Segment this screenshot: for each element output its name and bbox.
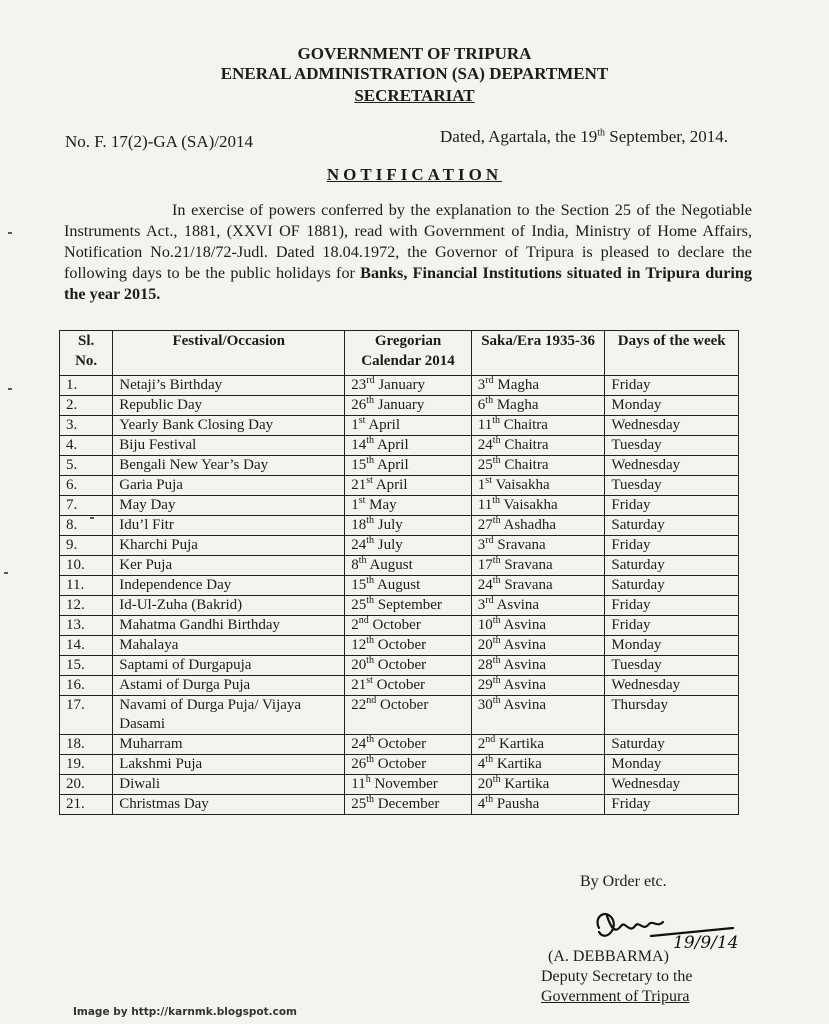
- cell-gregorian: 8th August: [345, 556, 472, 576]
- by-order-text: By Order etc.: [580, 873, 667, 890]
- table-row: [60, 676, 739, 696]
- cell-saka: 24th Sravana: [471, 576, 605, 596]
- cell-gregorian: 21st April: [345, 476, 472, 496]
- table-row: [60, 696, 739, 735]
- cell-weekday: Wednesday: [605, 456, 739, 476]
- cell-saka: 3rd Asvina: [471, 596, 605, 616]
- table-row: [60, 616, 739, 636]
- cell-gregorian: 25th September: [345, 596, 472, 616]
- scan-speck: [4, 572, 8, 574]
- cell-festival: Ker Puja: [113, 556, 345, 576]
- cell-sl-no: 20.: [60, 775, 113, 795]
- cell-gregorian: 18th July: [345, 516, 472, 536]
- cell-gregorian: 15th August: [345, 576, 472, 596]
- cell-sl-no: 11.: [60, 576, 113, 596]
- header-gregorian: Gregorian Calendar 2014: [345, 331, 472, 376]
- cell-gregorian: 26th October: [345, 755, 472, 775]
- cell-gregorian: 24th October: [345, 735, 472, 755]
- cell-gregorian: 11$^h$ November: [345, 775, 472, 795]
- cell-weekday: Saturday: [605, 576, 739, 596]
- cell-saka: 10th Asvina: [471, 616, 605, 636]
- cell-gregorian: 15th April: [345, 456, 472, 476]
- cell-festival: Saptami of Durgapuja: [113, 656, 345, 676]
- cell-sl-no: 17.: [60, 696, 113, 735]
- table-row: [60, 795, 739, 815]
- cell-gregorian: 1st April: [345, 416, 472, 436]
- cell-sl-no: 5.: [60, 456, 113, 476]
- cell-festival: Kharchi Puja: [113, 536, 345, 556]
- cell-saka: 28th Asvina: [471, 656, 605, 676]
- cell-weekday: Friday: [605, 376, 739, 396]
- header-weekday: Days of the week: [605, 331, 739, 376]
- table-row: [60, 775, 739, 795]
- cell-sl-no: 9.: [60, 536, 113, 556]
- table-row: [60, 436, 739, 456]
- table-header-row: [60, 331, 739, 376]
- cell-saka: 11th Vaisakha: [471, 496, 605, 516]
- cell-saka: 17th Sravana: [471, 556, 605, 576]
- cell-festival: Muharram: [113, 735, 345, 755]
- cell-sl-no: 4.: [60, 436, 113, 456]
- cell-saka: 3rd Magha: [471, 376, 605, 396]
- header-department: ENERAL ADMINISTRATION (SA) DEPARTMENT: [220, 64, 609, 83]
- cell-weekday: Friday: [605, 496, 739, 516]
- cell-weekday: Monday: [605, 396, 739, 416]
- table-row: [60, 516, 739, 536]
- cell-sl-no: 13.: [60, 616, 113, 636]
- cell-festival: Mahalaya: [113, 636, 345, 656]
- cell-saka: 3rd Sravana: [471, 536, 605, 556]
- scan-speck: [90, 517, 94, 519]
- header-saka: Saka/Era 1935-36: [471, 331, 605, 376]
- cell-festival: Bengali New Year’s Day: [113, 456, 345, 476]
- cell-festival: Diwali: [113, 775, 345, 795]
- table-row: [60, 476, 739, 496]
- header-government: GOVERNMENT OF TRIPURA: [297, 44, 532, 63]
- cell-festival: Idu’l Fitr: [113, 516, 345, 536]
- cell-festival: Netaji’s Birthday: [113, 376, 345, 396]
- cell-festival: Biju Festival: [113, 436, 345, 456]
- body-text: In exercise of powers conferred by the explanation to the Section 25 of the Negotiable Instruments Act., 1881, (XXVI OF 1881), read with Government of India, Ministry of Home Affairs, Notification No.21/18/72-Judl. Dated 18.04.1972, the Governor of Tripura is pleased to declare the following days to be the public holidays for: [64, 201, 752, 282]
- cell-gregorian: 20th October: [345, 656, 472, 676]
- header-sl-no: Sl. No.: [60, 331, 113, 376]
- cell-gregorian: 14th April: [345, 436, 472, 456]
- cell-weekday: Wednesday: [605, 775, 739, 795]
- cell-festival: May Day: [113, 496, 345, 516]
- cell-weekday: Saturday: [605, 735, 739, 755]
- cell-weekday: Monday: [605, 636, 739, 656]
- cell-festival: Mahatma Gandhi Birthday: [113, 616, 345, 636]
- notification-body: [64, 200, 752, 305]
- cell-gregorian: 26th January: [345, 396, 472, 416]
- cell-weekday: Tuesday: [605, 476, 739, 496]
- cell-weekday: Wednesday: [605, 676, 739, 696]
- cell-sl-no: 2.: [60, 396, 113, 416]
- designation: Deputy Secretary to the: [541, 968, 693, 985]
- cell-gregorian: 2nd October: [345, 616, 472, 636]
- cell-gregorian: 25th December: [345, 795, 472, 815]
- header-festival: Festival/Occasion: [113, 331, 345, 376]
- cell-weekday: Thursday: [605, 696, 739, 735]
- cell-sl-no: 19.: [60, 755, 113, 775]
- cell-festival: Republic Day: [113, 396, 345, 416]
- cell-sl-no: 10.: [60, 556, 113, 576]
- table-row: [60, 416, 739, 436]
- table-row: [60, 456, 739, 476]
- cell-saka: 2nd Kartika: [471, 735, 605, 755]
- cell-saka: 20th Asvina: [471, 636, 605, 656]
- table-row: [60, 656, 739, 676]
- table-row: [60, 556, 739, 576]
- cell-festival: Lakshmi Puja: [113, 755, 345, 775]
- cell-sl-no: 21.: [60, 795, 113, 815]
- cell-sl-no: 15.: [60, 656, 113, 676]
- cell-sl-no: 7.: [60, 496, 113, 516]
- table-row: [60, 755, 739, 775]
- cell-saka: 6th Magha: [471, 396, 605, 416]
- cell-saka: 25th Chaitra: [471, 456, 605, 476]
- cell-gregorian: 22nd October: [345, 696, 472, 735]
- cell-weekday: Friday: [605, 795, 739, 815]
- government-name: Government of Tripura: [541, 988, 690, 1005]
- cell-sl-no: 6.: [60, 476, 113, 496]
- table-row: [60, 376, 739, 396]
- cell-festival: Yearly Bank Closing Day: [113, 416, 345, 436]
- scan-speck: [8, 388, 12, 390]
- cell-festival: Garia Puja: [113, 476, 345, 496]
- cell-weekday: Tuesday: [605, 656, 739, 676]
- cell-sl-no: 1.: [60, 376, 113, 396]
- body-bold-text: Banks, Financial Institutions situated in Tripura during the year 2015.: [64, 264, 752, 303]
- cell-gregorian: 12th October: [345, 636, 472, 656]
- cell-saka: 30th Asvina: [471, 696, 605, 735]
- cell-saka: 1st Vaisakha: [471, 476, 605, 496]
- cell-weekday: Monday: [605, 755, 739, 775]
- cell-sl-no: 3.: [60, 416, 113, 436]
- table-row: [60, 576, 739, 596]
- cell-festival: Christmas Day: [113, 795, 345, 815]
- cell-festival: Astami of Durga Puja: [113, 676, 345, 696]
- cell-sl-no: 8.: [60, 516, 113, 536]
- cell-weekday: Friday: [605, 536, 739, 556]
- cell-saka: 27th Ashadha: [471, 516, 605, 536]
- dated-line: Dated, Agartala, the 19th September, 2014.: [440, 127, 729, 146]
- cell-gregorian: 23rd January: [345, 376, 472, 396]
- cell-weekday: Saturday: [605, 516, 739, 536]
- cell-festival: Navami of Durga Puja/ Vijaya Dasami: [113, 696, 345, 735]
- cell-saka: 29th Asvina: [471, 676, 605, 696]
- signature-date: 19/9/14: [673, 933, 739, 953]
- cell-weekday: Friday: [605, 596, 739, 616]
- cell-festival: Id-Ul-Zuha (Bakrid): [113, 596, 345, 616]
- table-row: [60, 596, 739, 616]
- table-row: [60, 496, 739, 516]
- cell-weekday: Friday: [605, 616, 739, 636]
- image-credit: Image by http://karnmk.blogspot.com: [73, 1006, 297, 1018]
- cell-saka: 11th Chaitra: [471, 416, 605, 436]
- table-row: [60, 735, 739, 755]
- cell-saka: 20th Kartika: [471, 775, 605, 795]
- cell-festival: Independence Day: [113, 576, 345, 596]
- cell-saka: 24th Chaitra: [471, 436, 605, 456]
- cell-gregorian: 24th July: [345, 536, 472, 556]
- cell-weekday: Tuesday: [605, 436, 739, 456]
- cell-saka: 4th Pausha: [471, 795, 605, 815]
- holiday-table: [59, 330, 739, 815]
- notification-title: NOTIFICATION: [326, 165, 503, 184]
- signatory-name: (A. DEBBARMA): [548, 948, 669, 965]
- cell-sl-no: 18.: [60, 735, 113, 755]
- cell-sl-no: 12.: [60, 596, 113, 616]
- file-number: No. F. 17(2)-GA (SA)/2014: [65, 132, 253, 151]
- cell-weekday: Wednesday: [605, 416, 739, 436]
- cell-saka: 4th Kartika: [471, 755, 605, 775]
- cell-gregorian: 1st May: [345, 496, 472, 516]
- cell-sl-no: 14.: [60, 636, 113, 656]
- header-secretariat: SECRETARIAT: [354, 86, 475, 105]
- cell-weekday: Saturday: [605, 556, 739, 576]
- table-row: [60, 636, 739, 656]
- cell-gregorian: 21st October: [345, 676, 472, 696]
- cell-sl-no: 16.: [60, 676, 113, 696]
- table-row: [60, 536, 739, 556]
- scan-speck: [8, 232, 12, 234]
- table-row: [60, 396, 739, 416]
